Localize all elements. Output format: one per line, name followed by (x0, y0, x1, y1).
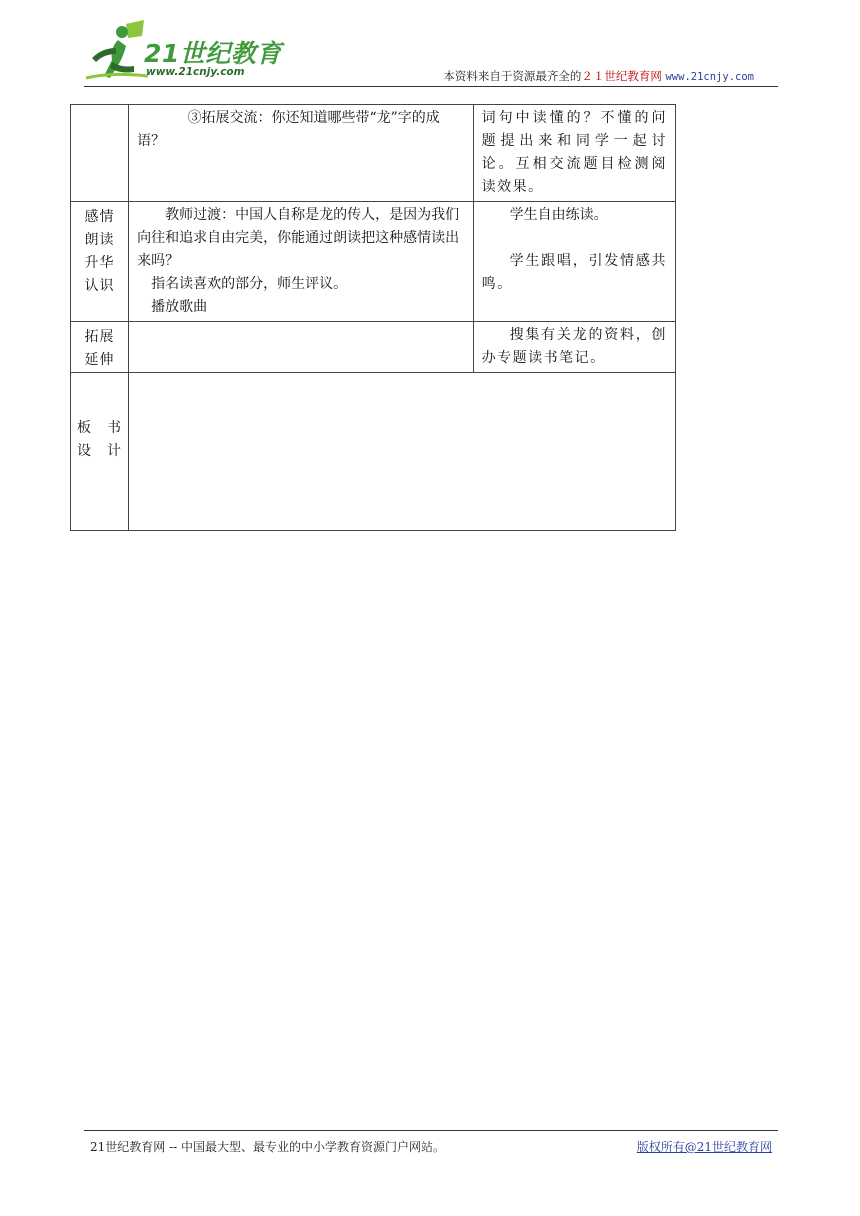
student-activity-text: 学生自由练读。 (509, 207, 608, 223)
table-row (71, 105, 676, 202)
row-label-line: 延伸 (84, 352, 115, 368)
student-activity-cell (473, 105, 675, 202)
runner-logo-icon (82, 18, 152, 84)
teacher-activity-cell (129, 105, 474, 202)
row-label (71, 105, 129, 202)
teacher-activity-cell (129, 322, 474, 373)
teacher-activity-text: 指名读喜欢的部分，师生评议。 (151, 276, 348, 292)
row-label-line: 拓展 (84, 329, 115, 345)
row-label (71, 202, 129, 322)
student-activity-cell (473, 202, 675, 322)
header-note-prefix: 本资料来自于资源最齐全的 (443, 69, 582, 83)
row-label-line: 板 书 (77, 420, 123, 436)
student-activity-text: 搜集有关龙的资料，创办专题读书笔记。 (481, 327, 667, 366)
lesson-plan-table (70, 104, 676, 531)
row-label-line: 朗读 (84, 232, 115, 248)
page-header (0, 0, 860, 90)
row-label-line: 认识 (84, 278, 115, 294)
header-source-note (443, 68, 754, 84)
footer-description: 21世纪教育网 -- 中国最大型、最专业的中小学教育资源门户网站。 (90, 1140, 446, 1154)
row-label (71, 322, 129, 373)
footer-divider (84, 1130, 778, 1131)
logo-brand-text: 21世纪教育 (144, 39, 282, 68)
header-note-url[interactable]: www.21cnjy.com (665, 71, 754, 83)
student-activity-text: 词句中读懂的？不懂的问题提出来和同学一起讨论。互相交流题目检测阅读效果。 (481, 110, 667, 195)
row-label (71, 373, 129, 531)
header-divider (84, 86, 778, 87)
row-label-line: 设 计 (77, 443, 123, 459)
table-row (71, 322, 676, 373)
teacher-activity-text: 播放歌曲 (151, 299, 208, 315)
footer-copyright-link[interactable]: 版权所有@21世纪教育网 (636, 1140, 772, 1154)
table-row (71, 202, 676, 322)
teacher-activity-text: 教师过渡：中国人自称是龙的传人，是因为我们向往和追求自由完美，你能通过朗读把这种感情读出来吗？ (137, 207, 460, 269)
table-row (71, 373, 676, 531)
header-note-site[interactable]: ２１世纪教育网 (581, 69, 662, 83)
student-activity-cell (473, 322, 675, 373)
row-label-line: 升华 (84, 255, 115, 271)
board-design-cell (129, 373, 676, 531)
student-activity-text: 学生跟唱，引发情感共鸣。 (481, 253, 667, 292)
site-logo[interactable] (82, 18, 292, 84)
teacher-activity-text: ③拓展交流：你还知道哪些带“龙”字的成语？ (137, 110, 440, 149)
teacher-activity-cell (129, 202, 474, 322)
row-label-line: 感情 (84, 209, 115, 225)
logo-url-text: www.21cnjy.com (146, 66, 245, 78)
spacer (482, 227, 667, 250)
